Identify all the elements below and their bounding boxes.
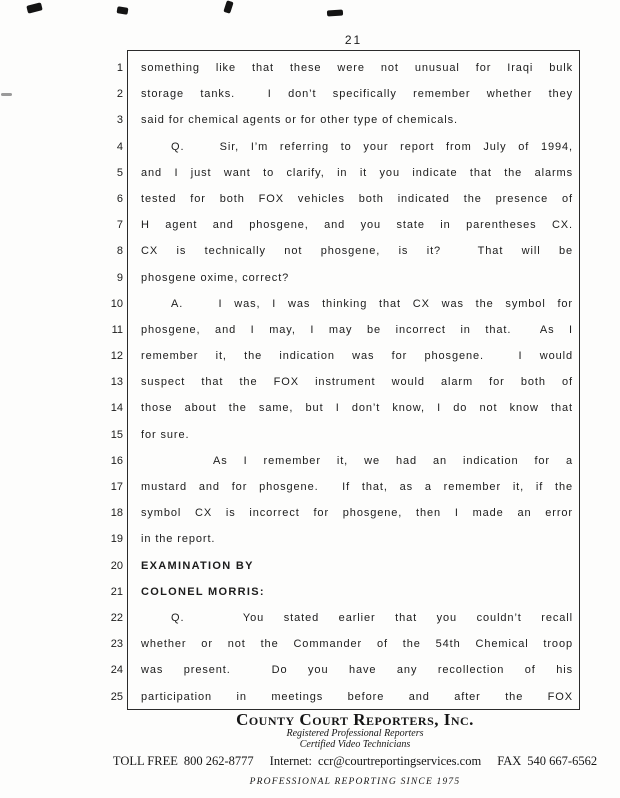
line-number: 18 xyxy=(110,507,123,520)
transcript-line xyxy=(110,369,573,395)
transcript-line xyxy=(116,107,573,133)
fax-number: 540 667-6562 xyxy=(527,754,598,768)
transcript-line xyxy=(110,474,573,500)
line-number: 13 xyxy=(110,376,123,389)
transcript-text: whether or not the Commander of the 54th Chemical troop xyxy=(141,638,573,651)
line-number: 16 xyxy=(110,454,123,467)
transcript-line xyxy=(110,553,573,579)
scan-artifact xyxy=(223,0,233,14)
transcript-text: in the report. xyxy=(141,533,216,546)
transcript-text: and I just want to clarify, in it you indicate that the alarms xyxy=(141,166,573,179)
scan-artifact xyxy=(327,9,343,16)
transcript-text: As I remember it, we had an indication for a xyxy=(213,454,573,467)
line-number: 12 xyxy=(110,350,123,363)
line-number: 23 xyxy=(110,638,123,651)
transcript-line xyxy=(116,55,573,81)
transcript-line xyxy=(110,500,573,526)
transcript-line xyxy=(110,448,573,474)
transcript-text: was present. Do you have any recollection of his xyxy=(141,664,573,677)
transcript-text: suspect that the FOX instrument would alarm for both of xyxy=(141,376,573,389)
transcript-line xyxy=(110,684,573,710)
transcript-text: participation in meetings before and after the FOX xyxy=(141,690,573,703)
line-number: 9 xyxy=(116,271,123,284)
transcript-text: remember it, the indication was for phosgene. I would xyxy=(141,350,573,363)
scan-artifact xyxy=(1,93,12,96)
line-number: 3 xyxy=(116,114,123,127)
company-tagline-2: Certified Video Technicians xyxy=(299,738,411,750)
transcript-text: Q. Sir, I’m referring to your report from July of 1994, xyxy=(171,140,573,153)
toll-free-number: 800 262-8777 xyxy=(183,754,254,768)
transcript-text: EXAMINATION BY xyxy=(141,559,254,572)
transcript-line xyxy=(116,212,573,238)
transcript-text: symbol CX is incorrect for phosgene, then I made an error xyxy=(141,507,573,520)
transcript-line xyxy=(110,291,573,317)
line-number: 17 xyxy=(110,481,123,493)
email-address: ccr@courtreportingservices.com xyxy=(318,754,482,768)
transcript-text: something like that these were not unusual for Iraqi bulk xyxy=(141,62,573,74)
transcript-line xyxy=(110,422,573,448)
transcript-line xyxy=(110,579,573,605)
line-number: 6 xyxy=(116,192,123,205)
transcript-text: storage tanks. I don’t specifically remember whether they xyxy=(141,88,573,101)
transcript-text: mustard and for phosgene. If that, as a remember it, if the xyxy=(141,481,573,493)
transcript-line xyxy=(111,317,573,343)
transcript-box xyxy=(110,50,580,710)
transcript-line xyxy=(116,186,573,212)
transcript-line xyxy=(116,81,573,107)
page-number: 21 xyxy=(344,33,363,47)
line-number: 10 xyxy=(110,297,123,310)
internet-label: Internet: xyxy=(269,754,312,768)
line-number: 5 xyxy=(116,166,123,179)
transcript-lines xyxy=(110,55,573,710)
toll-free-label: TOLL FREE xyxy=(112,754,178,768)
transcript-text: phosgene oxime, correct? xyxy=(141,271,290,284)
transcript-line xyxy=(116,160,573,186)
line-number: 20 xyxy=(110,559,123,572)
transcript-text: A. I was, I was thinking that CX was the symbol for xyxy=(171,297,573,310)
transcript-text: H agent and phosgene, and you state in parentheses CX. xyxy=(141,219,573,232)
line-number: 25 xyxy=(110,690,123,703)
line-number: 14 xyxy=(110,402,123,415)
line-number: 1 xyxy=(116,62,123,74)
transcript-line xyxy=(110,657,573,683)
transcript-text: COLONEL MORRIS: xyxy=(141,585,265,598)
fax-label: FAX xyxy=(497,754,522,768)
line-number: 15 xyxy=(110,428,123,441)
transcript-line xyxy=(116,265,573,291)
transcript-line xyxy=(110,631,573,657)
company-name: County Court Reporters, Inc. xyxy=(236,710,474,729)
scan-artifact xyxy=(26,2,42,13)
transcript-line xyxy=(110,395,573,421)
contact-line xyxy=(85,754,620,768)
transcript-text: Q. You stated earlier that you couldn’t recall xyxy=(171,611,573,624)
transcript-text: said for chemical agents or for other type of chemicals. xyxy=(141,114,458,127)
line-number: 22 xyxy=(110,611,123,624)
line-number: 11 xyxy=(111,323,123,336)
transcript-text: those about the same, but I don’t know, I do not know that xyxy=(141,402,573,415)
footer xyxy=(85,711,620,787)
transcript-text: tested for both FOX vehicles both indicated the presence of xyxy=(141,192,573,205)
line-number: 2 xyxy=(116,88,123,101)
transcript-line xyxy=(110,343,573,369)
line-number: 4 xyxy=(116,140,123,153)
company-tagline-1: Registered Professional Reporters xyxy=(286,728,424,739)
line-number: 19 xyxy=(110,533,123,546)
line-number: 7 xyxy=(116,219,123,232)
scan-artifact xyxy=(117,6,129,15)
transcript-text: for sure. xyxy=(141,428,190,441)
transcript-line xyxy=(116,238,573,264)
line-number: 21 xyxy=(110,585,123,598)
footer-motto: PROFESSIONAL REPORTING SINCE 1975 xyxy=(249,777,461,787)
transcript-text: CX is technically not phosgene, is it? That will be xyxy=(141,245,573,258)
line-number: 8 xyxy=(116,245,123,258)
transcript-line xyxy=(116,134,573,160)
transcript-line xyxy=(110,605,573,631)
line-number: 24 xyxy=(110,664,123,677)
transcript-text: phosgene, and I may, I may be incorrect in that. As I xyxy=(141,323,573,336)
transcript-line xyxy=(110,526,573,552)
